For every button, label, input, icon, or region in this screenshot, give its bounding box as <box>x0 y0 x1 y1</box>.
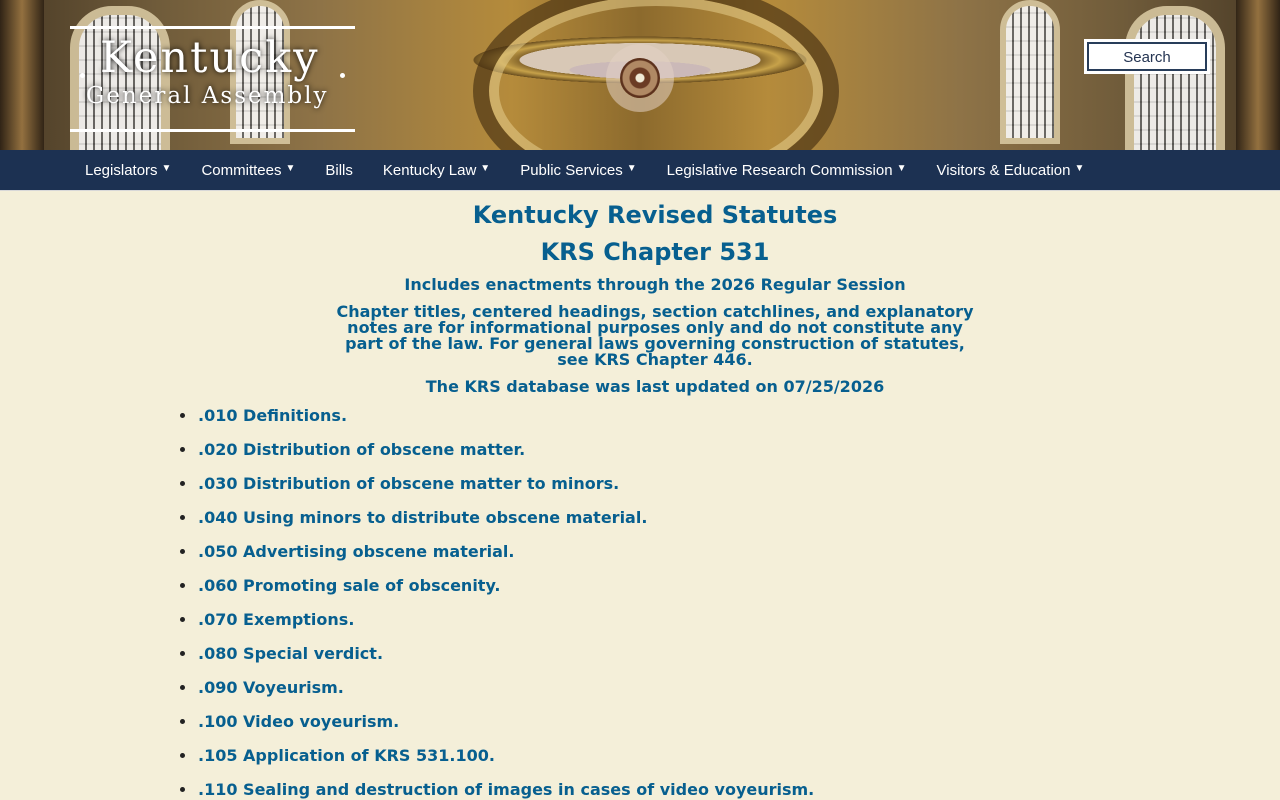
section-link-090[interactable] <box>180 676 1080 710</box>
section-link-110[interactable] <box>180 778 1080 800</box>
list-bullet <box>180 481 185 486</box>
caret-down-icon: ▼ <box>161 163 172 174</box>
section-link-text: .110 Sealing and destruction of images in cases of video voyeurism. <box>198 780 815 799</box>
navigation-menu <box>70 150 1099 190</box>
nav-item-public-services-label: Public Services <box>520 161 623 179</box>
section-link-100[interactable] <box>180 710 1080 744</box>
caret-down-icon: ▼ <box>480 163 491 174</box>
nav-item-legislative-research-commission-label: Legislative Research Commission <box>666 161 893 179</box>
session-note: Includes enactments through the 2026 Regular Session <box>404 275 906 294</box>
main-navigation <box>0 150 1280 191</box>
section-link-text: .060 Promoting sale of obscenity. <box>198 576 501 595</box>
list-bullet <box>180 787 185 792</box>
nav-item-kentucky-law-label: Kentucky Law <box>382 161 477 179</box>
nav-item-legislators[interactable] <box>70 150 186 190</box>
nav-item-committees-label: Committees <box>201 161 282 179</box>
capitol-dome-rosette <box>620 58 660 98</box>
section-link-010[interactable] <box>180 404 1080 438</box>
statute-content <box>0 191 1280 800</box>
right-column-decoration <box>1236 0 1280 150</box>
list-bullet <box>180 685 185 690</box>
section-link-text: .105 Application of KRS 531.100. <box>198 746 495 765</box>
section-link-text: .080 Special verdict. <box>198 644 384 663</box>
list-bullet <box>180 583 185 588</box>
caret-down-icon: ▼ <box>1074 163 1085 174</box>
page-title: Kentucky Revised Statutes <box>472 201 838 229</box>
section-link-060[interactable] <box>180 574 1080 608</box>
caret-down-icon: ▼ <box>285 163 296 174</box>
nav-item-committees[interactable] <box>186 150 310 190</box>
list-bullet <box>180 719 185 724</box>
chapter-title: KRS Chapter 531 <box>540 238 770 266</box>
nav-item-visitors-education-label: Visitors & Education <box>936 161 1071 179</box>
logo-right-dot <box>340 73 345 78</box>
law-disclaimer: Chapter titles, centered headings, section catchlines, and explanatory notes are for informational purposes only and do not constitute any part of the law. For general laws governing construction of statutes, see KRS Chapter 446. <box>336 302 974 369</box>
section-link-020[interactable] <box>180 438 1080 472</box>
nav-item-bills-label: Bills <box>325 161 353 179</box>
section-link-070[interactable] <box>180 608 1080 642</box>
logo-subtitle: General Assembly <box>86 83 329 109</box>
kentucky-general-assembly-logo[interactable] <box>70 26 355 132</box>
section-link-080[interactable] <box>180 642 1080 676</box>
nav-item-kentucky-law[interactable] <box>368 150 505 190</box>
right-inner-window-decoration <box>1000 0 1060 144</box>
section-link-text: .040 Using minors to distribute obscene material. <box>198 508 648 527</box>
search-button[interactable]: Search <box>1084 39 1210 74</box>
section-link-text: .010 Definitions. <box>198 406 348 425</box>
list-bullet <box>180 651 185 656</box>
section-link-text: .070 Exemptions. <box>198 610 355 629</box>
list-bullet <box>180 447 185 452</box>
list-bullet <box>180 549 185 554</box>
caret-down-icon: ▼ <box>626 163 637 174</box>
section-link-text: .100 Video voyeurism. <box>198 712 400 731</box>
section-link-105[interactable] <box>180 744 1080 778</box>
list-bullet <box>180 515 185 520</box>
site-header <box>0 0 1280 150</box>
left-column-decoration <box>0 0 44 150</box>
section-link-text: .090 Voyeurism. <box>198 678 344 697</box>
section-link-030[interactable] <box>180 472 1080 506</box>
database-update-note: The KRS database was last updated on 07/25/2026 <box>425 377 885 396</box>
logo-left-dot <box>80 73 85 78</box>
section-link-050[interactable] <box>180 540 1080 574</box>
nav-item-visitors-education[interactable] <box>922 150 1100 190</box>
right-window-decoration <box>1125 6 1225 150</box>
list-bullet <box>180 413 185 418</box>
list-bullet <box>180 617 185 622</box>
logo-title: Kentucky <box>100 33 320 83</box>
section-link-text: .020 Distribution of obscene matter. <box>198 440 526 459</box>
nav-item-legislators-label: Legislators <box>85 161 158 179</box>
section-link-text: .030 Distribution of obscene matter to minors. <box>198 474 620 493</box>
nav-item-bills[interactable] <box>310 150 368 190</box>
list-bullet <box>180 753 185 758</box>
section-link-040[interactable] <box>180 506 1080 540</box>
statute-section-list <box>180 404 1080 800</box>
nav-item-legislative-research-commission[interactable] <box>652 150 922 190</box>
section-link-text: .050 Advertising obscene material. <box>198 542 515 561</box>
caret-down-icon: ▼ <box>896 163 907 174</box>
nav-item-public-services[interactable] <box>505 150 651 190</box>
